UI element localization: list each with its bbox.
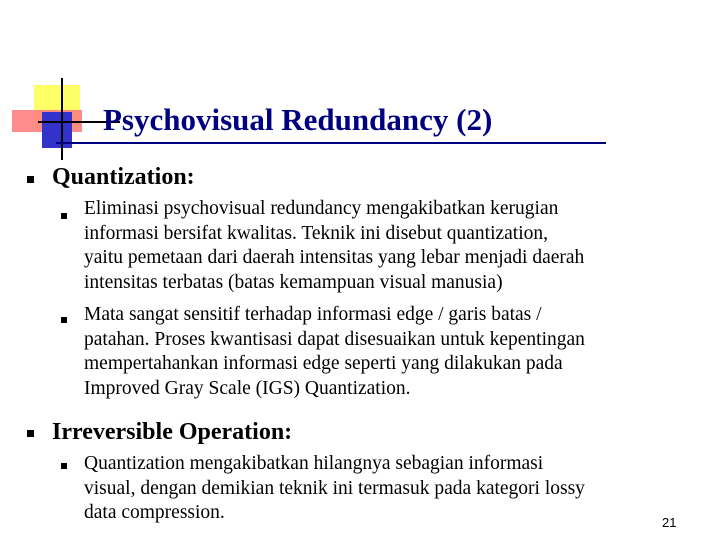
list-item-quantization-1	[84, 197, 704, 295]
slide-number: 21	[662, 515, 677, 530]
text-line: informasi bersifat kwalitas. Teknik ini disebut quantization,	[84, 222, 549, 244]
text-line: Quantization mengakibatkan hilangnya sebagian informasi	[84, 453, 544, 474]
text-line: visual, dengan demikian teknik ini termasuk pada kategori lossy	[84, 477, 585, 499]
text-line: Improved Gray Scale (IGS) Quantization.	[84, 377, 411, 399]
section-heading-irreversible: Irreversible Operation:	[52, 419, 293, 445]
slide-title: Psychovisual Redundancy (2)	[103, 102, 493, 137]
title-underline	[56, 142, 606, 144]
text-line: yaitu pemetaan dari daerah intensitas yang lebar menjadi daerah	[84, 247, 585, 268]
item-bullet	[61, 213, 67, 219]
text-line: mempertahankan informasi edge seperti yang dilakukan pada	[84, 353, 563, 374]
decorative-logo-graphic	[0, 0, 120, 160]
text-line: Eliminasi psychovisual redundancy mengakibatkan kerugian	[84, 198, 559, 219]
list-item-irreversible-1	[84, 452, 704, 526]
item-bullet	[61, 317, 67, 323]
text-line: data compression.	[84, 502, 225, 523]
section-bullet	[27, 430, 34, 437]
text-line: intensitas terbatas (batas kemampuan visual manusia)	[84, 271, 503, 293]
section-heading-quantization: Quantization:	[52, 164, 195, 190]
section-bullet	[27, 176, 34, 183]
list-item-quantization-2	[84, 303, 704, 401]
item-bullet	[61, 463, 67, 469]
text-line: Mata sangat sensitif terhadap informasi edge / garis batas /	[84, 304, 542, 325]
text-line: patahan. Proses kwantisasi dapat disesuaikan untuk kepentingan	[84, 328, 585, 350]
